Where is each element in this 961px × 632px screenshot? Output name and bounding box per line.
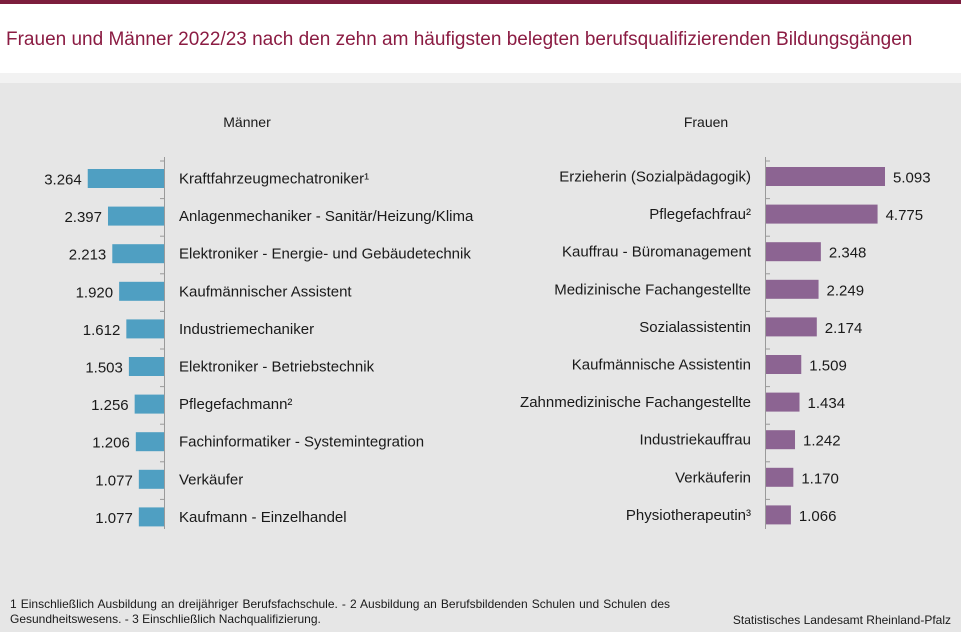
men-bar bbox=[112, 244, 164, 263]
men-panel-title: Männer bbox=[223, 114, 271, 130]
women-category-label: Kauffrau - Büromanagement bbox=[561, 243, 751, 261]
women-value-label: 2.348 bbox=[828, 244, 867, 262]
men-value-label: 1.920 bbox=[75, 284, 114, 302]
men-category-label: Elektroniker - Betriebstechnik bbox=[179, 358, 375, 376]
women-category-label: Verkäuferin bbox=[675, 469, 751, 487]
women-category-label: Kaufmännische Assistentin bbox=[571, 356, 751, 374]
men-category-label: Kaufmännischer Assistent bbox=[179, 283, 352, 301]
men-bar bbox=[136, 432, 164, 451]
men-bar bbox=[129, 357, 164, 376]
men-bar bbox=[135, 395, 164, 414]
source-note: Statistisches Landesamt Rheinland-Pfalz bbox=[732, 613, 951, 627]
men-bar bbox=[139, 470, 164, 489]
women-value-label: 1.170 bbox=[801, 470, 839, 488]
men-value-label: 1.077 bbox=[95, 472, 133, 490]
men-bar bbox=[108, 207, 164, 226]
women-bar bbox=[766, 167, 885, 186]
men-category-label: Kaufmann - Einzelhandel bbox=[179, 508, 347, 526]
women-panel-title: Frauen bbox=[683, 114, 729, 130]
women-value-label: 2.249 bbox=[826, 282, 865, 300]
men-bar bbox=[88, 169, 164, 188]
men-category-label: Fachinformatiker - Systemintegration bbox=[179, 433, 425, 451]
men-value-label: 2.397 bbox=[64, 209, 102, 227]
men-bar bbox=[126, 319, 164, 338]
footnote: 1 Einschließlich Ausbildung an dreijähriger Berufsfachschule. - 2 Ausbildung an Berufsbildenden Schulen und Schulen des Gesundheitswesens. - 3 Einschließlich Nachqualifizierung. bbox=[10, 597, 670, 626]
men-category-label: Anlagenmechaniker - Sanitär/Heizung/Klima bbox=[179, 208, 474, 226]
men-value-label: 1.206 bbox=[92, 434, 130, 452]
men-value-label: 3.264 bbox=[44, 171, 82, 189]
men-category-label: Elektroniker - Energie- und Gebäudetechnik bbox=[179, 245, 471, 263]
women-value-label: 4.775 bbox=[885, 207, 924, 225]
men-value-label: 1.256 bbox=[91, 397, 129, 415]
men-category-label: Verkäufer bbox=[179, 471, 244, 489]
women-bar bbox=[766, 430, 795, 449]
men-bar bbox=[139, 507, 164, 526]
men-value-label: 1.503 bbox=[85, 359, 123, 377]
women-category-label: Erzieherin (Sozialpädagogik) bbox=[559, 168, 751, 186]
women-bar bbox=[766, 242, 821, 261]
women-category-label: Zahnmedizinische Fachangestellte bbox=[520, 394, 751, 412]
women-category-label: Medizinische Fachangestellte bbox=[554, 281, 751, 299]
women-value-label: 5.093 bbox=[893, 169, 931, 187]
men-value-label: 1.077 bbox=[95, 509, 133, 527]
page-title: Frauen und Männer 2022/23 nach den zehn am häufigsten belegten berufsqualifizierenden Bildungsgängen bbox=[6, 29, 913, 50]
women-bar bbox=[766, 355, 801, 374]
men-category-label: Industriemechaniker bbox=[179, 320, 315, 338]
women-bar bbox=[766, 393, 800, 412]
men-value-label: 1.612 bbox=[82, 321, 121, 339]
men-category-label: Pflegefachmann² bbox=[179, 396, 293, 414]
women-value-label: 1.509 bbox=[809, 357, 847, 375]
women-bar bbox=[766, 317, 817, 336]
women-value-label: 2.174 bbox=[824, 319, 863, 337]
men-category-label: Kraftfahrzeugmechatroniker¹ bbox=[179, 170, 370, 188]
women-bar bbox=[766, 205, 878, 224]
men-bar bbox=[119, 282, 164, 301]
women-bar bbox=[766, 505, 791, 524]
women-bar bbox=[766, 468, 793, 487]
men-value-label: 2.213 bbox=[68, 246, 107, 264]
women-category-label: Industriekauffrau bbox=[639, 431, 751, 449]
women-category-label: Physiotherapeutin³ bbox=[625, 506, 751, 524]
women-value-label: 1.242 bbox=[803, 432, 841, 450]
women-category-label: Pflegefachfrau² bbox=[649, 206, 751, 224]
women-category-label: Sozialassistentin bbox=[639, 318, 751, 336]
women-value-label: 1.434 bbox=[807, 395, 846, 413]
women-value-label: 1.066 bbox=[798, 507, 837, 525]
women-bar bbox=[766, 280, 819, 299]
